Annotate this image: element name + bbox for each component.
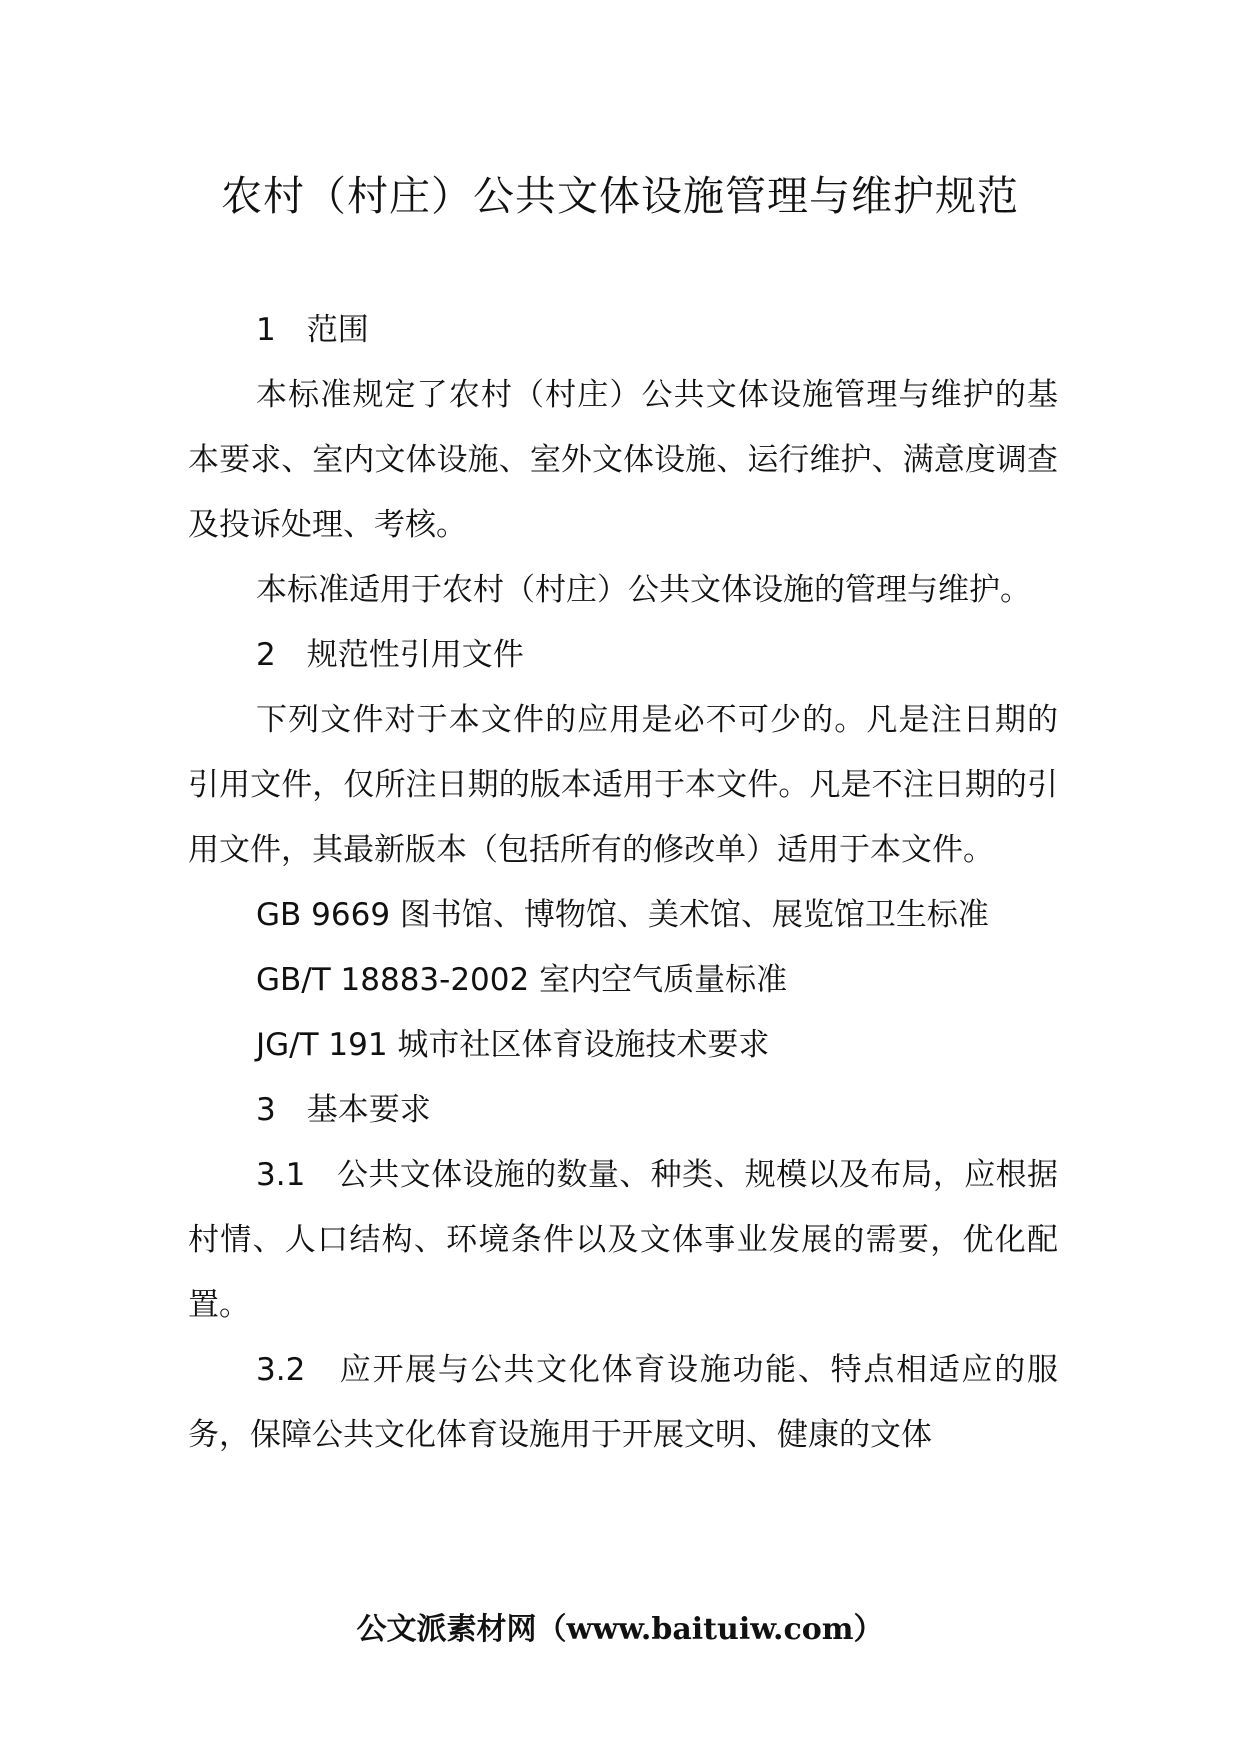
section-1-heading: 1 范围	[256, 312, 369, 348]
section-1-paragraph-1: 本标准规定了农村（村庄）公共文体设施管理与维护的基本要求、室内文体设施、室外文体设施、运行维护、满意度调查及投诉处理、考核。	[188, 377, 1058, 543]
reference-item: GB 9669 图书馆、博物馆、美术馆、展览馆卫生标准	[256, 897, 989, 933]
section-2-heading: 2 规范性引用文件	[256, 637, 524, 673]
section-3-paragraph-2: 3.2 应开展与公共文化体育设施功能、特点相适应的服务，保障公共文化体育设施用于开展文明、健康的文体	[188, 1352, 1058, 1453]
document-title: 农村（村庄）公共文体设施管理与维护规范	[221, 172, 1019, 220]
section-3-paragraph-1: 3.1 公共文体设施的数量、种类、规模以及布局，应根据村情、人口结构、环境条件以及文体事业发展的需要，优化配置。	[188, 1157, 1058, 1323]
reference-item: GB/T 18883-2002 室内空气质量标准	[256, 962, 788, 998]
section-2-paragraph-1: 下列文件对于本文件的应用是必不可少的。凡是注日期的引用文件，仅所注日期的版本适用于本文件。凡是不注日期的引用文件，其最新版本（包括所有的修改单）适用于本文件。	[188, 702, 1058, 868]
section-3-heading: 3 基本要求	[256, 1092, 431, 1128]
footer-watermark: 公文派素材网（www.baituiw.com）	[356, 1612, 884, 1647]
reference-item: JG/T 191 城市社区体育设施技术要求	[256, 1027, 770, 1063]
section-1-paragraph-2: 本标准适用于农村（村庄）公共文体设施的管理与维护。	[256, 572, 1031, 608]
document-body	[188, 298, 1058, 1468]
